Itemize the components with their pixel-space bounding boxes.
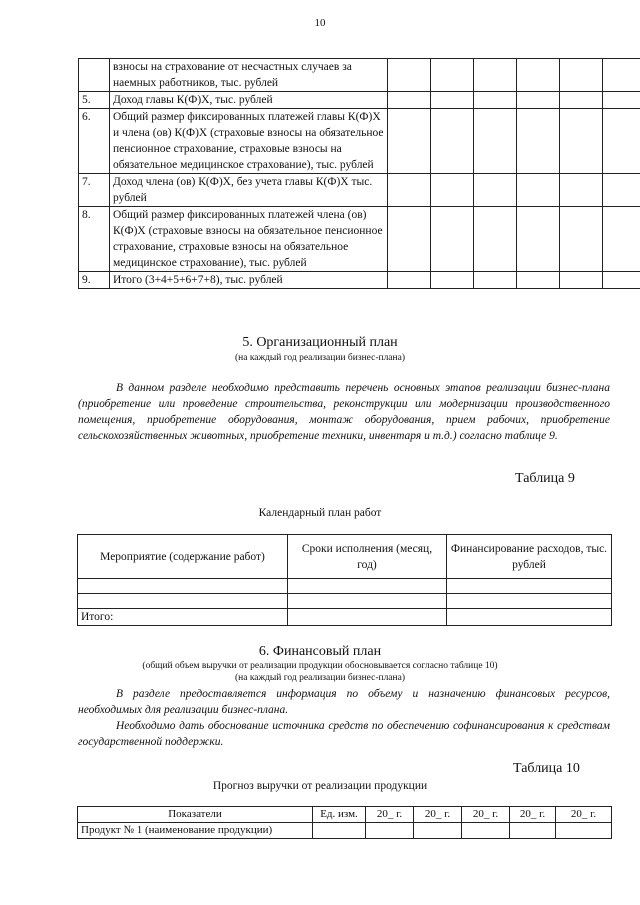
empty-cell	[431, 174, 474, 207]
empty-cell	[517, 59, 560, 92]
empty-cell	[517, 174, 560, 207]
table-row	[79, 92, 640, 109]
row-number: 5.	[79, 92, 110, 109]
empty-cell	[288, 594, 447, 609]
empty-cell	[388, 59, 431, 92]
empty-cell	[474, 59, 517, 92]
empty-cell	[414, 823, 462, 839]
empty-cell	[388, 174, 431, 207]
row-number: 6.	[79, 109, 110, 174]
empty-cell	[431, 272, 474, 289]
column-header: Мероприятие (содержание работ)	[78, 535, 288, 579]
table9-caption: Календарный план работ	[258, 507, 382, 519]
row-number: 7.	[79, 174, 110, 207]
empty-cell	[313, 823, 366, 839]
row-number	[79, 59, 110, 92]
empty-cell	[431, 109, 474, 174]
row-description: Общий размер фиксированных платежей главы К(Ф)Х и члена (ов) К(Ф)Х (страховые взносы на обязательное пенсионное страхование, страховые взносы на обязательное медицинское страхование), тыс. рублей	[110, 109, 388, 174]
revenue-forecast-table	[77, 806, 612, 839]
table-row	[79, 174, 640, 207]
empty-cell	[510, 823, 556, 839]
section6-title: 6. Финансовый план	[258, 644, 382, 659]
section6-subtitle-2: (на каждый год реализации бизнес-плана)	[234, 673, 405, 683]
empty-cell	[388, 92, 431, 109]
empty-cell	[431, 59, 474, 92]
column-header: 20_ г.	[510, 807, 556, 823]
empty-cell	[462, 823, 510, 839]
empty-cell	[474, 272, 517, 289]
column-header: 20_ г.	[556, 807, 612, 823]
table-row	[79, 272, 640, 289]
table9-label: Таблица 9	[515, 471, 575, 486]
table-row	[78, 594, 612, 609]
row-description: взносы на страхование от несчастных случаев за наемных работников, тыс. рублей	[110, 59, 388, 92]
row-number: 9.	[79, 272, 110, 289]
table-row	[79, 207, 640, 272]
table-header-row	[78, 807, 612, 823]
row-description: Общий размер фиксированных платежей члена (ов) К(Ф)Х (страховые взносы на обязательное пенсионное страхование, страховые взносы на обязательное медицинское страхование), тыс. рублей	[110, 207, 388, 272]
empty-cell	[560, 272, 603, 289]
empty-cell	[388, 207, 431, 272]
column-header: 20_ г.	[462, 807, 510, 823]
empty-cell	[517, 207, 560, 272]
table-row	[79, 109, 640, 174]
empty-cell	[474, 207, 517, 272]
empty-cell	[603, 59, 640, 92]
row-description: Итого (3+4+5+6+7+8), тыс. рублей	[110, 272, 388, 289]
table-row	[78, 579, 612, 594]
empty-cell	[447, 579, 612, 594]
table-row	[79, 59, 640, 92]
empty-cell	[474, 174, 517, 207]
column-header: Сроки исполнения (месяц, год)	[288, 535, 447, 579]
empty-cell	[560, 109, 603, 174]
empty-cell	[474, 109, 517, 174]
empty-cell	[517, 92, 560, 109]
empty-cell	[603, 272, 640, 289]
table-row	[78, 823, 612, 839]
empty-cell	[388, 109, 431, 174]
table-header-row	[78, 535, 612, 579]
empty-cell	[603, 207, 640, 272]
section5-subtitle: (на каждый год реализации бизнес-плана)	[234, 353, 405, 363]
empty-cell	[431, 92, 474, 109]
empty-cell	[560, 174, 603, 207]
section5-paragraph: В данном разделе необходимо представить перечень основных этапов реализации бизнес-плана (приобретение или проведение строительства, реконструкции или модернизации производственного помещения, приобретение оборудования, монтаж оборудования, прием рабочих, приобретение сельскохозяйственных животных, приобретение техники, инвентаря и т.д.) согласно таблице 9.	[78, 382, 610, 442]
row-number: 8.	[79, 207, 110, 272]
total-label: Итого:	[78, 609, 288, 626]
empty-cell	[366, 823, 414, 839]
column-header: 20_ г.	[366, 807, 414, 823]
empty-cell	[517, 272, 560, 289]
empty-cell	[556, 823, 612, 839]
continuation-table	[78, 58, 640, 289]
column-header: Финансирование расходов, тыс. рублей	[447, 535, 612, 579]
column-header: Ед. изм.	[313, 807, 366, 823]
page-number: 10	[314, 17, 326, 29]
empty-cell	[288, 579, 447, 594]
empty-cell	[447, 609, 612, 626]
row-description: Доход члена (ов) К(Ф)Х, без учета главы К(Ф)Х тыс. рублей	[110, 174, 388, 207]
table-row	[78, 609, 612, 626]
empty-cell	[78, 594, 288, 609]
empty-cell	[603, 174, 640, 207]
empty-cell	[474, 92, 517, 109]
empty-cell	[388, 272, 431, 289]
empty-cell	[78, 579, 288, 594]
empty-cell	[603, 109, 640, 174]
section6-subtitle-1: (общий объем выручки от реализации продукции обосновывается согласно таблице 10)	[142, 661, 498, 671]
empty-cell	[431, 207, 474, 272]
empty-cell	[560, 92, 603, 109]
table10-label: Таблица 10	[513, 761, 580, 776]
empty-cell	[288, 609, 447, 626]
row-description: Доход главы К(Ф)Х, тыс. рублей	[110, 92, 388, 109]
row-label: Продукт № 1 (наименование продукции)	[78, 823, 313, 839]
column-header: 20_ г.	[414, 807, 462, 823]
empty-cell	[603, 92, 640, 109]
column-header: Показатели	[78, 807, 313, 823]
section5-title: 5. Организационный план	[242, 335, 398, 350]
section6-paragraph-1: В разделе предоставляется информация по объему и назначению финансовых ресурсов, необходимых для реализации бизнес-плана.	[78, 688, 610, 716]
section6-paragraph-2: Необходимо дать обоснование источника средств по обеспечению софинансирования к средствам государственной поддержки.	[78, 720, 610, 748]
empty-cell	[560, 59, 603, 92]
calendar-plan-table	[77, 534, 612, 626]
empty-cell	[447, 594, 612, 609]
table10-caption: Прогноз выручки от реализации продукции	[212, 780, 428, 792]
empty-cell	[560, 207, 603, 272]
empty-cell	[517, 109, 560, 174]
